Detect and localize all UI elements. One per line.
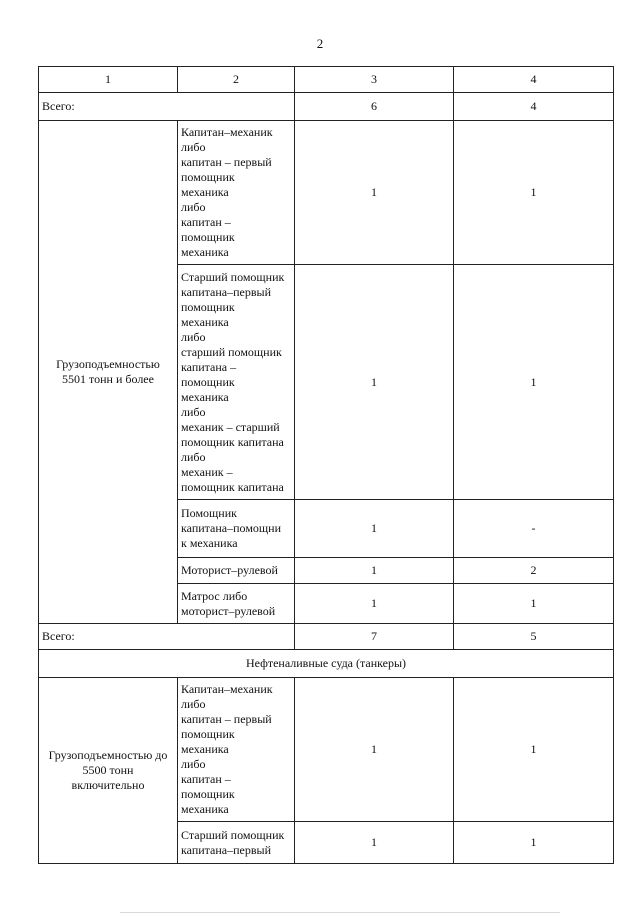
position-cell: Старший помощник капитана–первый [178,822,295,864]
page-number: 2 [316,36,324,51]
total-row [39,93,614,121]
position-cell: Моторист–рулевой [178,558,295,584]
section-row [39,650,614,678]
position-cell: Капитан–механик либо капитан – первый помощник механика либо капитан – помощник механика [178,121,295,265]
total-row [39,624,614,650]
col3-cell: 1 [295,678,454,822]
col4-cell: 1 [454,822,614,864]
crew-table [38,66,614,864]
col4-cell: 1 [454,584,614,624]
total-label: Всего: [39,93,295,121]
header-col-4: 4 [454,67,614,93]
total-label: Всего: [39,624,295,650]
col3-cell: 1 [295,558,454,584]
col3-cell: 1 [295,265,454,500]
header-row [39,67,614,93]
col3-cell: 1 [295,500,454,558]
col3-cell: 1 [295,121,454,265]
table-row [39,678,614,822]
position-cell: Старший помощник капитана–первый помощник механика либо старший помощник капитана – помощник механика либо механик – старший помощник капитана либо механик – помощник капитана [178,265,295,500]
position-cell: Помощник капитана–помощни к механика [178,500,295,558]
table-row [39,121,614,265]
section-title: Нефтеналивные суда (танкеры) [39,650,614,678]
total-col-3: 6 [295,93,454,121]
col3-cell: 1 [295,584,454,624]
position-cell: Капитан–механик либо капитан – первый помощник механика либо капитан – помощник механика [178,678,295,822]
col4-cell: 2 [454,558,614,584]
position-cell: Матрос либо моторист–рулевой [178,584,295,624]
header-col-2: 2 [178,67,295,93]
total-col-4: 4 [454,93,614,121]
header-col-3: 3 [295,67,454,93]
col3-cell: 1 [295,822,454,864]
col4-cell: 1 [454,678,614,822]
col4-cell: 1 [454,121,614,265]
total-col-3: 7 [295,624,454,650]
header-col-1: 1 [39,67,178,93]
total-col-4: 5 [454,624,614,650]
col4-cell: 1 [454,265,614,500]
col4-cell: - [454,500,614,558]
category-cell: Грузоподъемностью 5501 тонн и более [39,121,178,624]
category-cell: Грузоподъемностью до 5500 тонн включительно [39,678,178,864]
scan-edge-line [120,912,560,913]
